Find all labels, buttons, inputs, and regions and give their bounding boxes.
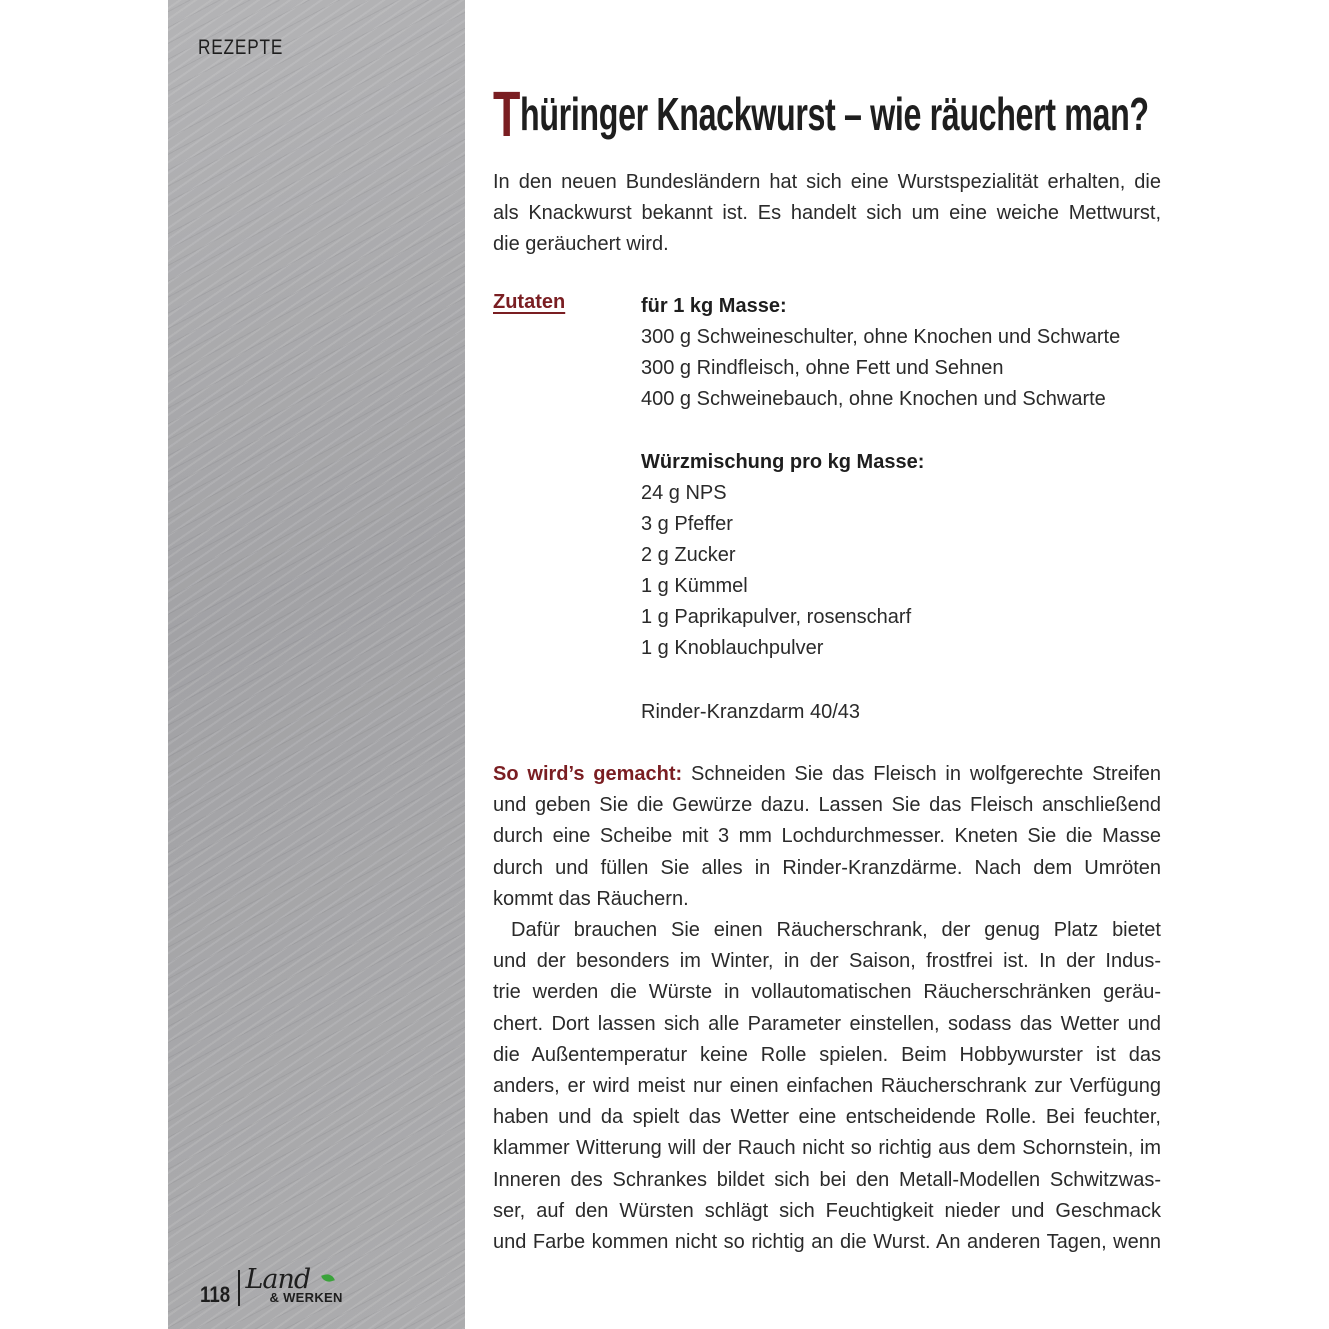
title-dropcap: T xyxy=(493,78,521,150)
spice-ingredients xyxy=(641,447,924,664)
ingredient-item: 300 g Schweineschulter, ohne Knochen und Schwarte xyxy=(641,326,1121,348)
ingredient-item: 400 g Schweinebauch, ohne Knochen und Schwarte xyxy=(641,388,1106,410)
method-line xyxy=(493,759,1161,790)
method-line: und geben Sie die Gewürze dazu. Lassen Sie das Fleisch anschließend xyxy=(493,794,1161,817)
spice-heading: Würzmischung pro kg Masse: xyxy=(641,451,925,473)
ingredient-item: 1 g Knoblauchpulver xyxy=(641,637,824,659)
method-line: und Farbe kommen nicht so richtig an die Wurst. An anderen Tagen, wenn xyxy=(493,1231,1161,1254)
method-line: durch eine Scheibe mit 3 mm Lochdurchmesser. Kneten Sie die Masse xyxy=(493,825,1161,848)
ingredient-item: 2 g Zucker xyxy=(641,544,736,566)
method-line: und der besonders im Winter, in der Saison, frostfrei ist. In der Indus- xyxy=(493,950,1161,973)
ingredient-item: 1 g Kümmel xyxy=(641,575,748,597)
footer-divider xyxy=(238,1270,240,1306)
meat-ingredients xyxy=(641,291,1120,415)
intro-line: als Knackwurst bekannt ist. Es handelt sich um eine weiche Mettwurst, xyxy=(493,202,1161,224)
meat-heading: für 1 kg Masse: xyxy=(641,295,787,317)
method-line: die Außentemperatur keine Rolle spielen. Beim Hobbywurster ist das xyxy=(493,1043,1161,1066)
method-line: Inneren des Schrankes bildet sich bei den Metall-Modellen Schwitzwas- xyxy=(493,1168,1161,1191)
ingredient-item: 24 g NPS xyxy=(641,482,727,504)
section-label: REZEPTE xyxy=(198,36,284,59)
recipe-title xyxy=(493,78,1149,150)
ingredient-item: 3 g Pfeffer xyxy=(641,513,733,535)
intro-paragraph xyxy=(493,167,1161,260)
method-line: chert. Dort lassen sich alle Parameter einstellen, sodass das Wetter und xyxy=(493,1012,1161,1035)
method-line: anders, er wird meist nur einen einfachen Räucherschrank zur Verfügung xyxy=(493,1075,1161,1098)
logo-subtitle: & WERKEN xyxy=(269,1290,343,1305)
ingredient-item: 300 g Rindfleisch, ohne Fett und Sehnen xyxy=(641,357,1004,379)
stone-texture-sidebar xyxy=(168,0,465,1329)
intro-line: In den neuen Bundesländern hat sich eine Wurstspezialität erhalten, die xyxy=(493,171,1161,193)
method-line: Dafür brauchen Sie einen Räucherschrank, der genug Platz bietet xyxy=(511,919,1161,942)
method-line-text: Schneiden Sie das Fleisch in wolfgerechte Streifen xyxy=(682,763,1161,785)
method-line: durch und füllen Sie alles in Rinder-Kranzdärme. Nach dem Umröten xyxy=(493,856,1161,879)
method-line: ser, auf den Würsten schlägt sich Feuchtigkeit nieder und Geschmack xyxy=(493,1199,1161,1222)
leaf-icon xyxy=(321,1273,335,1284)
method-line: haben und da spielt das Wetter eine entscheidende Rolle. Bei feuchter, xyxy=(493,1106,1161,1129)
method-lead: So wird’s gemacht: xyxy=(493,763,683,785)
ingredient-item: 1 g Paprikapulver, rosenscharf xyxy=(641,606,912,628)
logo-wordmark: Land xyxy=(245,1264,311,1295)
page-footer xyxy=(200,1266,356,1306)
intro-line: die geräuchert wird. xyxy=(493,233,669,255)
method-text xyxy=(493,759,1161,1258)
title-text: hüringer Knackwurst – wie räuchert man? xyxy=(520,88,1149,140)
ingredients-label: Zutaten xyxy=(493,291,566,313)
method-line: klammer Witterung will der Rauch nicht so richtig aus dem Schornstein, im xyxy=(493,1137,1161,1160)
casing: Rinder-Kranzdarm 40/43 xyxy=(641,701,860,723)
method-line: kommt das Räuchern. xyxy=(493,887,689,910)
publisher-logo xyxy=(246,1266,356,1306)
method-line: trie werden die Würste in vollautomatischen Räucherschränken geräu- xyxy=(493,981,1161,1004)
page-number: 118 xyxy=(200,1282,231,1307)
